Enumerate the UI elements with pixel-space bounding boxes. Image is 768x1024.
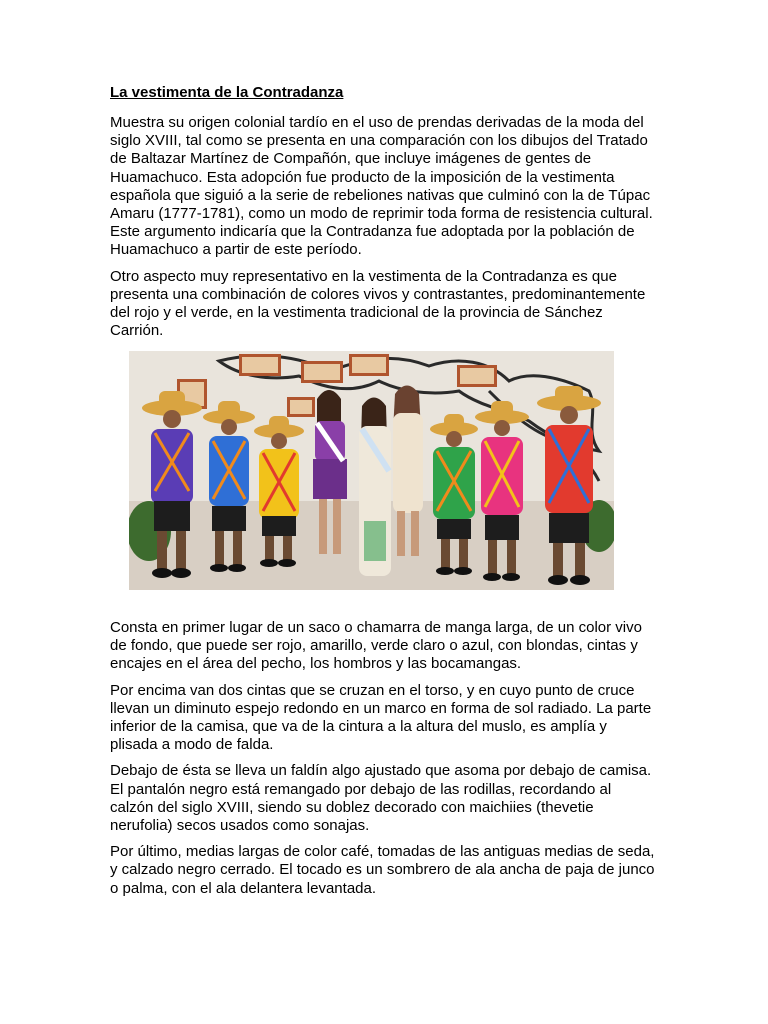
document-title: La vestimenta de la Contradanza [110, 84, 344, 101]
dancers-photo [129, 351, 614, 590]
queen-2 [359, 398, 391, 577]
paragraph-origin: Muestra su origen colonial tardío en el uso de prendas derivadas de la moda del siglo XVIII, tal como se presenta en una comparación con los dibujos del Tratado de Baltazar Martínez de Compañón, que incluye imágenes de gentes de Huamachuco. Esta adopción fue producto de la imposición de la vestimenta española que siguió a la serie de rebeliones nativas que culminó con la de Túpac Amaru (1777-1781), como un modo de reprimir toda forma de resistencia cultural. Este argumento indicaría que la Contradanza fue adoptada por la población de Huamachuco a partir de este período. [110, 114, 653, 259]
paragraph-ribbons: Por encima van dos cintas que se cruzan en el torso, y en cuyo punto de cruce llevan un diminuto espejo redondo en un marco en forma de sol radiado. La parte inferior de la camisa, que va de la cintura a la altura del muslo, es amplía y plisada a modo de falda. [110, 681, 652, 754]
paragraph-stockings-hat: Por último, medias largas de color café, tomadas de las antiguas medias de seda, y calzado negro cerrado. El tocado es un sombrero de ala ancha de paja de junco o palma, con el ala delantera levantada. [110, 843, 655, 897]
paragraph-colors: Otro aspecto muy representativo en la vestimenta de la Contradanza es que presenta una combinación de colores vivos y contrastantes, predominantemente del rojo y el verde, en la vestimenta tradicional de la provincia de Sánchez Carrión. [110, 267, 646, 340]
paragraph-trousers: Debajo de ésta se lleva un faldín algo ajustado que asoma por debajo de camisa. El pantalón negro está remangado por debajo de las rodillas, recordando al calzón del siglo XVIII, siendo su doblez decorado con maichiies (thevetie nerufolia) secos usados como sonajas. [110, 762, 652, 835]
document-body [110, 83, 658, 348]
paragraph-jacket: Consta en primer lugar de un saco o chamarra de manga larga, de un color vivo de fondo, que puede ser rojo, amarillo, verde claro o azul, con blondas, cintas y encajes en el área del pecho, los hombros y las bocamangas. [110, 619, 642, 673]
document-body-lower [110, 619, 658, 906]
